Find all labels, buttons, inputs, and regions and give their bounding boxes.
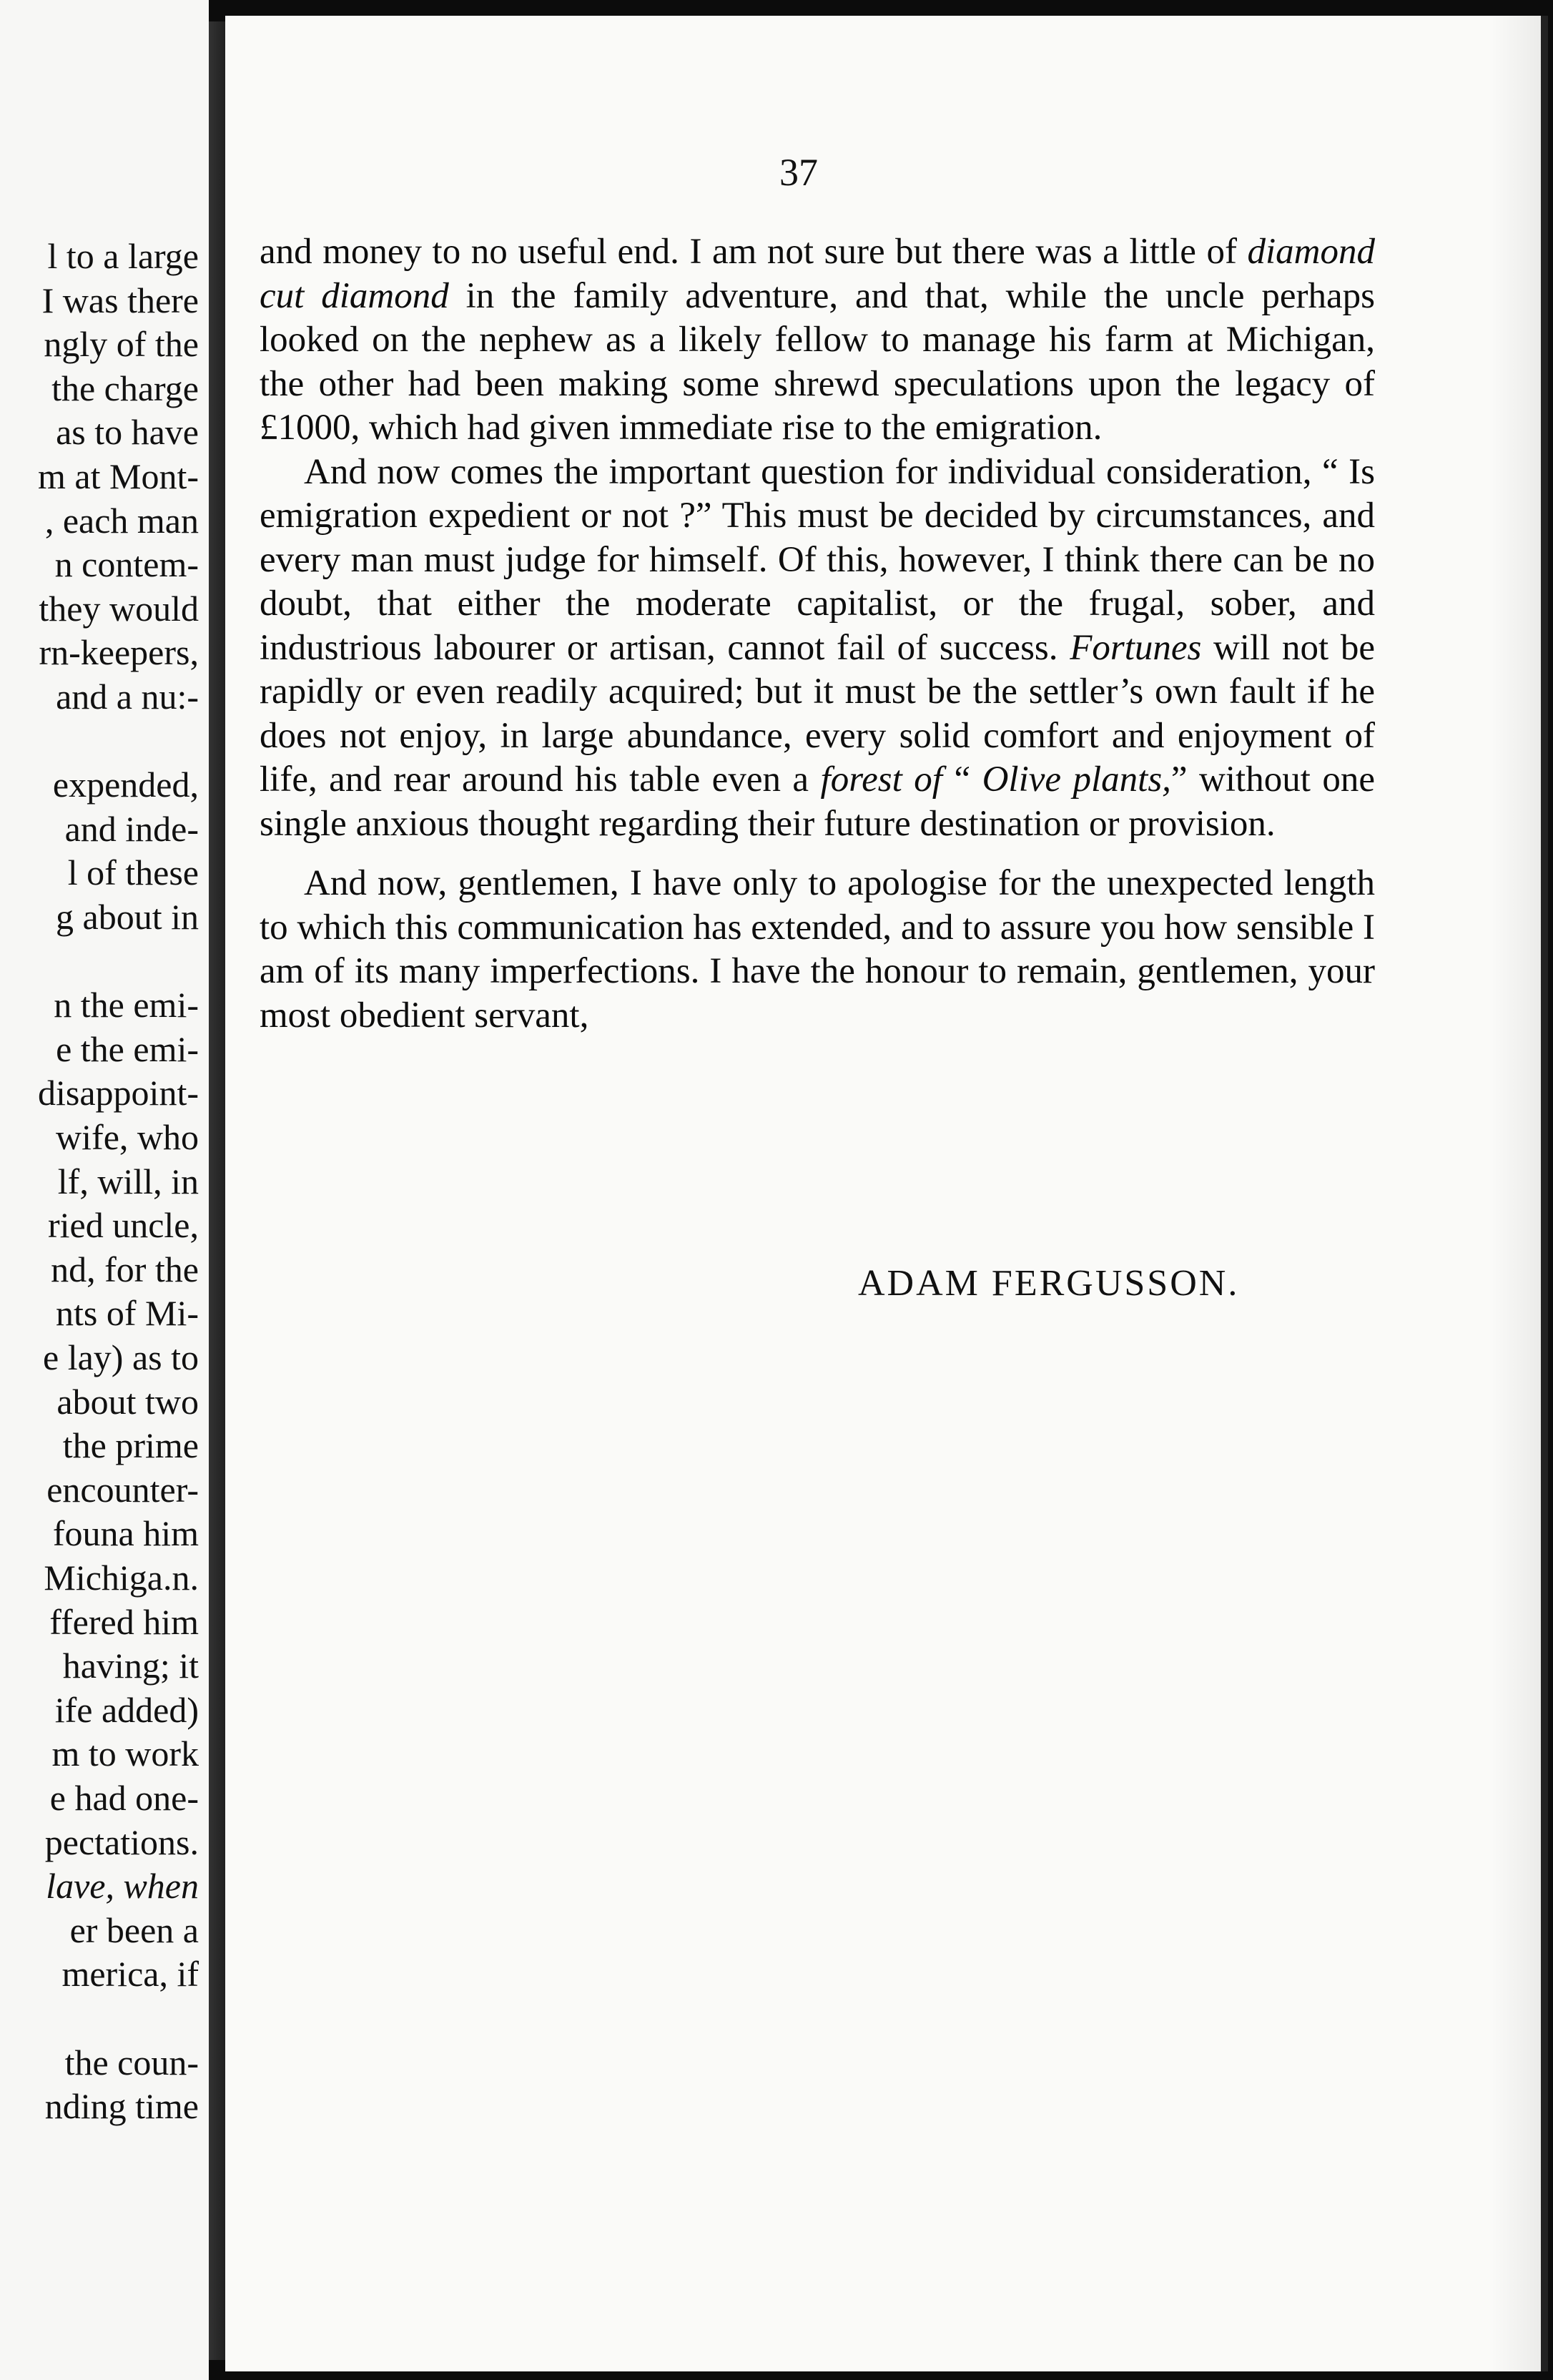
left-page-line: the prime bbox=[62, 1425, 199, 1466]
left-page-line: and a nu:- bbox=[56, 677, 199, 717]
left-page-line: having; it bbox=[62, 1646, 199, 1686]
left-page-line: founa him bbox=[52, 1513, 199, 1554]
left-page-line: lf, will, in bbox=[57, 1161, 199, 1201]
left-facing-page bbox=[0, 0, 209, 2380]
left-page-line: g about in bbox=[56, 897, 199, 937]
paragraph-2: And now comes the important question for individual consideration, “ Is emigration expedient or not ?” This must be decided by circumstances, and every man must judge for himself. Of this, however, I think there can be no doubt, that either the moderate capitalist, or the frugal, sober, and industrious labourer or artisan, cannot fail of success. Fortunes will not be rapidly or even readily acquired; but it must be the settler’s own fault if he does not enjoy, in large abundance, every solid comfort and enjoyment of life, and rear around his table even a forest of “ Olive plants,” without one single anxious thought regarding their future destination or provision. bbox=[260, 451, 1375, 844]
left-page-line: I was there bbox=[41, 280, 199, 320]
left-page-line: wife, who bbox=[56, 1117, 199, 1157]
left-page-line: , each man bbox=[44, 500, 199, 541]
left-page-line: ried uncle, bbox=[47, 1205, 199, 1246]
letter-body bbox=[260, 230, 1375, 1038]
left-page-line: the coun- bbox=[64, 2042, 199, 2082]
left-page-line: e had one- bbox=[49, 1778, 199, 1818]
left-page-line: the charge bbox=[51, 368, 199, 408]
italic-phrase: Olive plants, bbox=[982, 759, 1171, 800]
left-page-line: expended, bbox=[52, 764, 199, 805]
left-page-line: about two bbox=[56, 1381, 199, 1422]
left-page-line: rn-keepers, bbox=[39, 632, 199, 673]
left-page-line: disappoint- bbox=[38, 1073, 199, 1113]
left-page-line: Michiga.n. bbox=[44, 1558, 199, 1598]
left-page-line: nts of Mi- bbox=[56, 1293, 199, 1334]
left-page-line: e the emi- bbox=[56, 1028, 199, 1069]
paragraph-3: And now, gentlemen, I have only to apologise for the unexpected length to which this communication has extended, and to assure you how sensible I am of its many imperfections. I have the honour to remain, gentlemen, your most obedient servant, bbox=[260, 863, 1375, 1036]
left-page-line: nding time bbox=[44, 2086, 199, 2127]
left-page-line: ffered him bbox=[49, 1601, 199, 1642]
signature: ADAM FERGUSSON. bbox=[858, 1263, 1240, 1304]
left-page-line: and inde- bbox=[64, 808, 199, 849]
page-number: 37 bbox=[779, 151, 818, 194]
italic-phrase: diamond cut diamond bbox=[260, 232, 1375, 316]
italic-phrase: forest of bbox=[820, 759, 942, 800]
left-page-line: merica, if bbox=[61, 1954, 199, 1995]
left-page-line: n the emi- bbox=[54, 985, 199, 1026]
left-page-line: as to have bbox=[56, 412, 199, 453]
left-page-line: n contem- bbox=[54, 544, 199, 585]
left-page-line: l of these bbox=[67, 852, 199, 893]
left-page-line: m at Mont- bbox=[38, 456, 199, 496]
paragraph-1: and money to no useful end. I am not sure but there was a little of diamond cut diamond in the family adventure, and that, while the uncle perhaps looked on the nephew as a likely fellow to manage his farm at Michigan, the other had been making some shrewd speculations upon the legacy of £1000, which had given immediate rise to the emigration. bbox=[260, 232, 1375, 448]
left-page-line: lave, when bbox=[46, 1866, 199, 1907]
left-page-line: pectations. bbox=[44, 1821, 199, 1862]
italic-phrase: Fortunes bbox=[1070, 627, 1202, 668]
left-page-line: l to a large bbox=[47, 236, 199, 276]
left-page-line: they would bbox=[39, 588, 199, 629]
left-page-line: ife added) bbox=[54, 1689, 199, 1730]
left-page-line: encounter- bbox=[46, 1469, 199, 1510]
left-page-line: e lay) as to bbox=[43, 1337, 199, 1377]
left-page-line: m to work bbox=[51, 1734, 199, 1774]
left-page-line: ngly of the bbox=[44, 324, 199, 365]
left-page-line: nd, for the bbox=[51, 1249, 199, 1289]
left-page-line: er been a bbox=[69, 1909, 199, 1950]
